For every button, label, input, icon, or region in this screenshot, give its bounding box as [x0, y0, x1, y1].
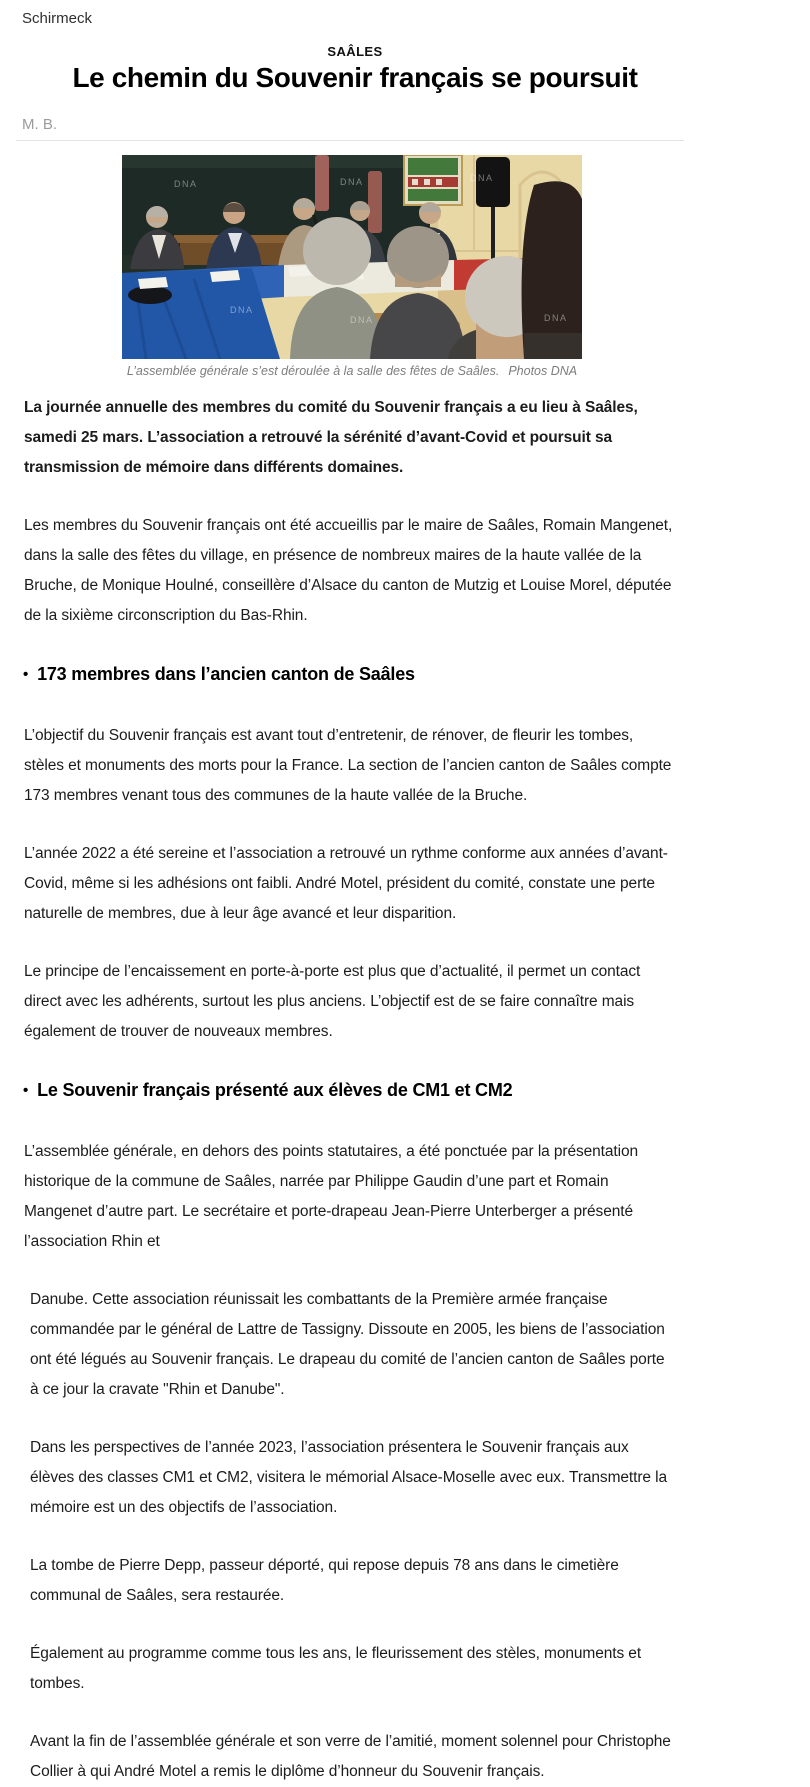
section-heading [23, 1075, 676, 1107]
photo-watermark: DNA [230, 305, 254, 316]
article-paragraph: Le principe de l’encaissement en porte-à-porte est plus que d’actualité, il permet un contact direct avec les adhérents, surtout les plus anciens. L’objectif est de se faire connaître mais également de trouver de nouveaux membres. [24, 963, 641, 1041]
bullet-icon: • [23, 1082, 29, 1100]
article-paragraph: La tombe de Pierre Depp, passeur déporté, qui repose depuis 78 ans dans le cimetière communal de Saâles, sera restaurée. [30, 1557, 619, 1605]
article-paragraph: Dans les perspectives de l’année 2023, l’association présentera le Souvenir français aux élèves des classes CM1 et CM2, visitera le mémorial Alsace-Moselle avec eux. Transmettre la mémoire est un des objectifs de l’association. [30, 1439, 667, 1517]
bullet-icon: • [23, 666, 29, 684]
article-paragraph: L’objectif du Souvenir français est avant tout d’entretenir, de rénover, de fleurir les tombes, stèles et monuments des morts pour la France. La section de l’ancien canton de Saâles compte 173 membres venant tous des communes de la haute vallée de la Bruche. [24, 727, 672, 805]
photo-watermark: DNA [350, 315, 374, 326]
article-lead: La journée annuelle des membres du comité du Souvenir français a eu lieu à Saâles, samedi 25 mars. L’association a retrouvé la sérénité d’avant-Covid et poursuit sa transmission de mémoire dans différents domaines. [24, 399, 638, 477]
article-paragraph: L’année 2022 a été sereine et l’association a retrouvé un rythme conforme aux années d’avant-Covid, même si les adhésions ont faibli. André Motel, président du comité, constate une perte naturelle de membres, due à leur âge avancé et leur disparition. [24, 845, 668, 923]
article-paragraph: Également au programme comme tous les ans, le fleurissement des stèles, monuments et tombes. [30, 1645, 642, 1693]
page-title: Le chemin du Souvenir français se poursuit [72, 62, 638, 93]
article-paragraph: Danube. Cette association réunissait les combattants de la Première armée française commandée par le général de Lattre de Tassigny. Dissoute en 2005, les biens de l’association ont été légués au Souvenir français. Le drapeau du comité de l’ancien canton de Saâles porte à ce jour la cravate "Rhin et Danube". [30, 1291, 665, 1399]
photo-watermark: DNA [174, 179, 198, 190]
section-heading-label: Le Souvenir français présenté aux élèves de CM1 et CM2 [37, 1080, 513, 1101]
photo-watermark: DNA [340, 177, 364, 188]
article-header [26, 44, 684, 93]
article-paragraph: L’assemblée générale, en dehors des points statutaires, a été ponctuée par la présentation historique de la commune de Saâles, narrée par Philippe Gaudin d’une part et Romain Mangenet d’autre part. Le secrétaire et porte-drapeau Jean-Pierre Unterberger a présenté l’association Rhin et [24, 1143, 638, 1251]
photo-caption-text: L’assemblée générale s’est déroulée à la salle des fêtes de Saâles. [126, 364, 500, 379]
section-breadcrumb[interactable]: Schirmeck [22, 10, 93, 27]
article-paragraph: Les membres du Souvenir français ont été accueillis par le maire de Saâles, Romain Mangenet, dans la salle des fêtes du village, en présence de nombreux maires de la haute vallée de la Bruche, de Monique Houlné, conseillère d’Alsace du canton de Mutzig et Louise Morel, députée de la sixième circonscription du Bas-Rhin. [24, 517, 673, 625]
photo-watermark: DNA [470, 173, 494, 184]
photo-credit: Photos DNA [508, 364, 578, 379]
section-heading [23, 659, 676, 691]
article-figure [122, 155, 582, 378]
photo-watermark: DNA [544, 313, 568, 324]
section-heading-label: 173 membres dans l’ancien canton de Saâles [37, 664, 415, 685]
article-body [16, 393, 676, 1787]
article-photo [122, 155, 582, 359]
divider [16, 140, 684, 141]
photo-caption [122, 364, 582, 378]
article-paragraph: Avant la fin de l’assemblée générale et son verre de l’amitié, moment solennel pour Christophe Collier à qui André Motel a remis le diplôme d’honneur du Souvenir français. [30, 1733, 671, 1781]
article-byline: M. B. [22, 116, 58, 134]
article-kicker: SAÂLES [327, 44, 383, 59]
article-page [16, 0, 684, 1787]
